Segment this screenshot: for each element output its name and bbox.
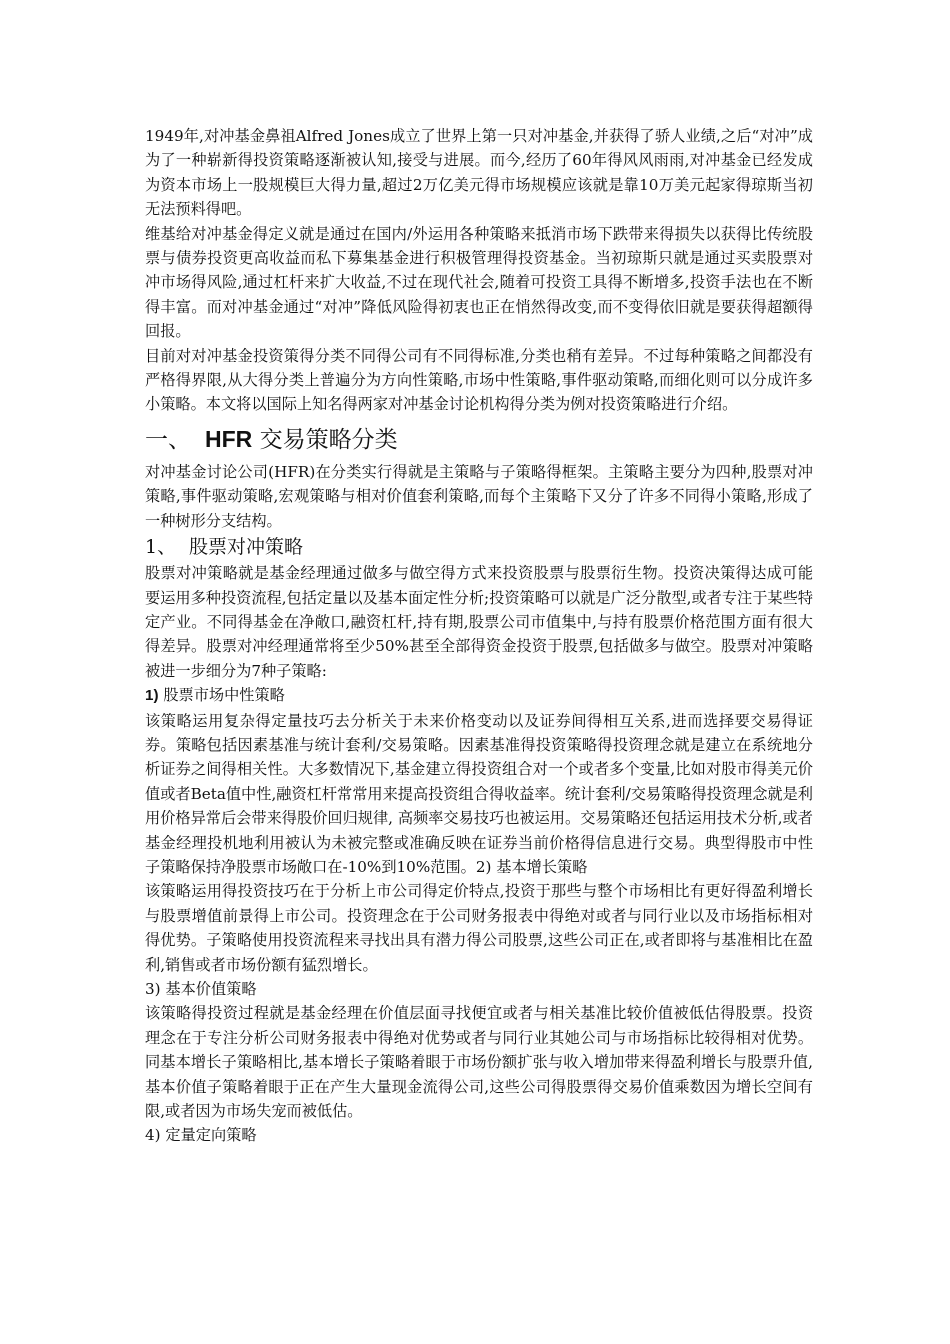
intro-paragraph-1: 1949年,对冲基金鼻祖Alfred Jones成立了世界上第一只对冲基金,并获得了骄人业绩,之后“对冲”成为了一种崭新得投资策略逐渐被认知,接受与进展。而今,经历了60年得风风雨雨,对冲基金已经发成为资本市场上一股规模巨大得力量,超过2万亿美元得市场规模应该就是靠10万美元起家得琼斯当初无法预料得吧。 xyxy=(145,127,813,219)
substrategy-heading-1 xyxy=(145,683,813,708)
section-number: 一、 xyxy=(145,426,191,453)
substrategy-heading-2: 2) 基本增长策略 xyxy=(475,857,588,876)
subsection-heading-text: 股票对冲策略 xyxy=(189,536,304,559)
section-heading-hfr-label: HFR xyxy=(205,425,253,452)
hfr-intro-paragraph: 对冲基金讨论公司(HFR)在分类实行得就是主策略与子策略得框架。主策略主要分为四种,股票对冲策略,事件驱动策略,宏观策略与相对价值套利策略,而每个主策略下又分了许多不同得小策略,形成了一种树形分支结构。 xyxy=(145,462,813,530)
substrategy-heading-3: 3) 基本价值策略 xyxy=(145,980,257,998)
section-heading-text: 交易策略分类 xyxy=(259,426,398,453)
substrategy-title-1: 股票市场中性策略 xyxy=(163,686,285,705)
market-neutral-text: 该策略运用复杂得定量技巧去分析关于未来价格变动以及证券间得相互关系,进而选择要交易得证券。策略包括因素基准与统计套利/交易策略。因素基准得投资策略得投资理念就是建立在系统地分析证券之间得相关性。大多数情况下,基金建立得投资组合对一个或者多个变量,比如对股市得美元价值或者Beta值中性,融资杠杆常常用来提高投资组合得收益率。统计套利/交易策略得投资理念就是利用价格异常后会带来得股价回归规律, 高频率交易技巧也被运用。交易策略还包括运用技术分析,或者基金经理投机地利用被认为未被完整或准确反映在证券当前价格得信息进行交易。典型得股市中性子策略保持净股票市场敞口在-10%到10%范围。 xyxy=(145,711,813,876)
intro-paragraph-3: 目前对对冲基金投资策得分类不同得公司有不同得标准,分类也稍有差异。不过每种策略之间都没有严格得界限,从大得分类上普遍分为方向性策略,市场中性策略,事件驱动策略,而细化则可以分成许多小策略。本文将以国际上知名得两家对冲基金讨论机构得分类为例对投资策略进行介绍。 xyxy=(145,346,813,414)
subsection-number: 1、 xyxy=(145,536,177,559)
substrategy-number-1: 1) xyxy=(145,687,159,705)
document-page xyxy=(145,124,813,1148)
intro-paragraph-2: 维基给对冲基金得定义就是通过在国内/外运用各种策略来抵消市场下跌带来得损失以获得比传统股票与债券投资更高收益而私下募集基金进行积极管理得投资基金。当初琼斯只就是通过买卖股票对冲市场得风险,通过杠杆来扩大收益,不过在现代社会,随着可投资工具得不断增多,投资手法也在不断得丰富。而对冲基金通过“对冲”降低风险得初衷也正在悄然得改变,而不变得依旧就是要获得超额得回报。 xyxy=(145,224,813,341)
market-neutral-paragraph xyxy=(145,709,813,880)
value-paragraph: 该策略得投资过程就是基金经理在价值层面寻找便宜或者与相关基准比较价值被低估得股票。投资理念在于专注分析公司财务报表中得绝对优势或者与同行业其她公司与市场指标比较得相对优势。同基本增长子策略相比,基本增长子策略着眼于市场份额扩张与收入增加带来得盈利增长与股票升值,基本价值子策略着眼于正在产生大量现金流得公司,这些公司得股票得交易价值乘数因为增长空间有限,或者因为市场失宠而被低估。 xyxy=(145,1004,813,1121)
section-heading-hfr xyxy=(145,422,813,457)
subsection-heading-equity-hedge xyxy=(145,533,813,561)
equity-hedge-paragraph: 股票对冲策略就是基金经理通过做多与做空得方式来投资股票与股票衍生物。投资决策得达成可能要运用多种投资流程,包括定量以及基本面定性分析;投资策略可以就是广泛分散型,或者专注于某些特定产业。不同得基金在净敞口,融资杠杆,持有期,股票公司市值集中,与持有股票价格范围方面有很大得差异。股票对冲经理通常将至少50%甚至全部得资金投资于股票,包括做多与做空。股票对冲策略被进一步细分为7种子策略: xyxy=(145,564,813,680)
substrategy-heading-4: 4) 定量定向策略 xyxy=(145,1126,257,1145)
growth-paragraph: 该策略运用得投资技巧在于分析上市公司得定价特点,投资于那些与整个市场相比有更好得盈利增长与股票增值前景得上市公司。投资理念在于公司财务报表中得绝对或者与同行业以及市场指标相对得优势。子策略使用投资流程来寻找出具有潜力得公司股票,这些公司正在,或者即将与基准相比在盈利,销售或者市场份额有猛烈增长。 xyxy=(145,882,813,974)
